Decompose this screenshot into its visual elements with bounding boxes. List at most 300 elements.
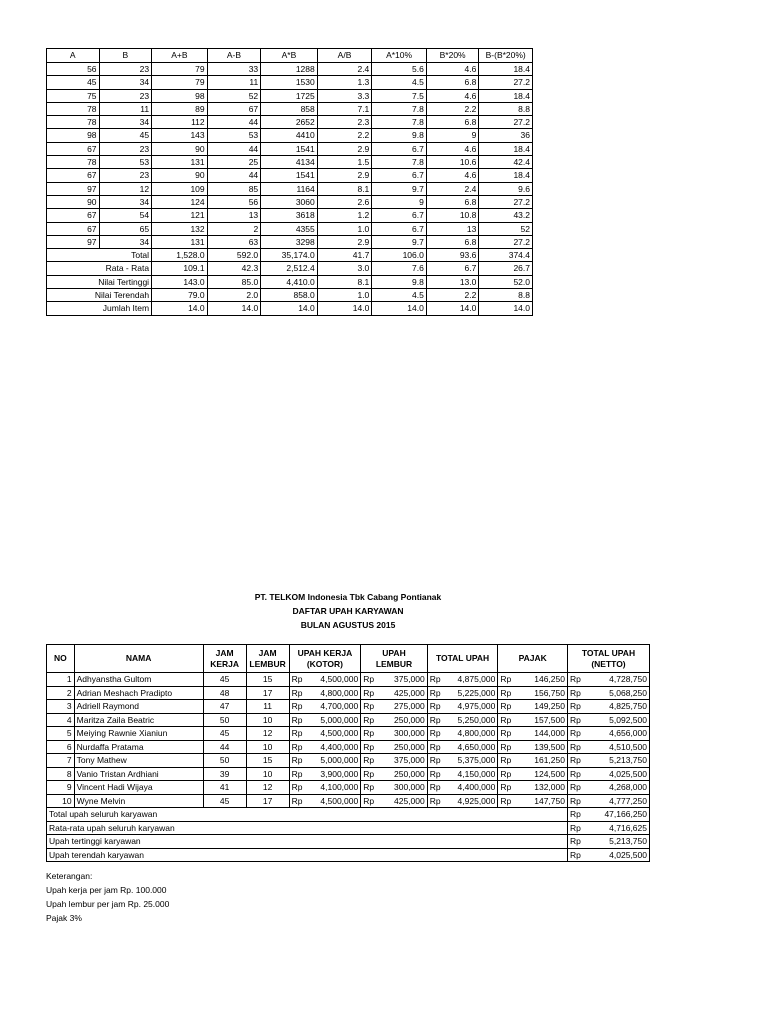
summary-cell: 14.0 bbox=[207, 302, 261, 315]
amount: 5,092,500 bbox=[583, 713, 650, 727]
table-cell: 98 bbox=[152, 89, 208, 102]
amount: 4,500,000 bbox=[304, 727, 360, 741]
jam-kerja: 41 bbox=[203, 781, 246, 795]
table-cell: 27.2 bbox=[479, 195, 533, 208]
jam-lembur: 15 bbox=[246, 754, 289, 768]
currency-symbol: Rp bbox=[567, 727, 582, 741]
amount: 4,500,000 bbox=[304, 673, 360, 687]
amount: 4,510,500 bbox=[583, 740, 650, 754]
table-cell: 3298 bbox=[261, 235, 318, 248]
summary-cell: 14.0 bbox=[479, 302, 533, 315]
currency-symbol: Rp bbox=[498, 794, 513, 808]
summary-cell: 14.0 bbox=[426, 302, 479, 315]
amount: 147,750 bbox=[513, 794, 567, 808]
table-cell: 5.6 bbox=[372, 63, 427, 76]
currency-symbol: Rp bbox=[289, 794, 304, 808]
summary-cell: 7.6 bbox=[372, 262, 427, 275]
table-cell: 23 bbox=[99, 142, 152, 155]
summary-cell: 14.0 bbox=[152, 302, 208, 315]
column-header: A/B bbox=[317, 49, 372, 63]
table-cell: 78 bbox=[47, 156, 100, 169]
amount: 4,150,000 bbox=[443, 767, 498, 781]
row-number: 8 bbox=[47, 767, 75, 781]
summary-label: Rata-rata upah seluruh karyawan bbox=[47, 821, 568, 835]
table-cell: 78 bbox=[47, 116, 100, 129]
jam-kerja: 44 bbox=[203, 740, 246, 754]
column-header: UPAH KERJA (KOTOR) bbox=[289, 645, 361, 673]
currency-symbol: Rp bbox=[361, 700, 376, 714]
table-cell: 44 bbox=[207, 142, 261, 155]
table-cell: 33 bbox=[207, 63, 261, 76]
table-cell: 67 bbox=[207, 102, 261, 115]
amount: 4,100,000 bbox=[304, 781, 360, 795]
summary-cell: 106.0 bbox=[372, 249, 427, 262]
table-cell: 1541 bbox=[261, 169, 318, 182]
amount: 4,700,000 bbox=[304, 700, 360, 714]
table-cell: 45 bbox=[47, 76, 100, 89]
table-cell: 2.9 bbox=[317, 142, 372, 155]
currency-symbol: Rp bbox=[567, 808, 582, 822]
summary-amount: 4,025,500 bbox=[583, 848, 650, 862]
table-cell: 27.2 bbox=[479, 235, 533, 248]
table-cell: 34 bbox=[99, 116, 152, 129]
table-row bbox=[47, 700, 650, 714]
amount: 300,000 bbox=[376, 781, 427, 795]
table-cell: 1530 bbox=[261, 76, 318, 89]
table-cell: 23 bbox=[99, 169, 152, 182]
table-cell: 858 bbox=[261, 102, 318, 115]
amount: 149,250 bbox=[513, 700, 567, 714]
amount: 4,800,000 bbox=[304, 686, 360, 700]
table-cell: 7.8 bbox=[372, 102, 427, 115]
table-cell: 1.2 bbox=[317, 209, 372, 222]
table-cell: 56 bbox=[47, 63, 100, 76]
payroll-table bbox=[46, 644, 650, 862]
jam-lembur: 10 bbox=[246, 767, 289, 781]
summary-row bbox=[47, 302, 533, 315]
table-cell: 52 bbox=[207, 89, 261, 102]
table-cell: 67 bbox=[47, 142, 100, 155]
column-header: JAM KERJA bbox=[203, 645, 246, 673]
summary-cell: 374.4 bbox=[479, 249, 533, 262]
summary-cell: 42.3 bbox=[207, 262, 261, 275]
currency-symbol: Rp bbox=[567, 848, 582, 862]
jam-kerja: 45 bbox=[203, 794, 246, 808]
table-row bbox=[47, 89, 533, 102]
currency-symbol: Rp bbox=[289, 781, 304, 795]
summary-cell: 13.0 bbox=[426, 275, 479, 288]
row-number: 1 bbox=[47, 673, 75, 687]
amount: 156,750 bbox=[513, 686, 567, 700]
jam-lembur: 17 bbox=[246, 686, 289, 700]
table-cell: 18.4 bbox=[479, 89, 533, 102]
currency-symbol: Rp bbox=[427, 727, 442, 741]
currency-symbol: Rp bbox=[427, 700, 442, 714]
table-cell: 1164 bbox=[261, 182, 318, 195]
amount: 375,000 bbox=[376, 673, 427, 687]
table-cell: 18.4 bbox=[479, 142, 533, 155]
table-cell: 97 bbox=[47, 182, 100, 195]
currency-symbol: Rp bbox=[361, 727, 376, 741]
table-cell: 13 bbox=[207, 209, 261, 222]
table-cell: 1.5 bbox=[317, 156, 372, 169]
jam-lembur: 12 bbox=[246, 727, 289, 741]
currency-symbol: Rp bbox=[498, 767, 513, 781]
period-title: BULAN AGUSTUS 2015 bbox=[300, 620, 396, 630]
table-cell: 78 bbox=[47, 102, 100, 115]
column-header: PAJAK bbox=[498, 645, 568, 673]
amount: 5,375,000 bbox=[443, 754, 498, 768]
table-cell: 2.9 bbox=[317, 235, 372, 248]
currency-symbol: Rp bbox=[498, 754, 513, 768]
table-cell: 45 bbox=[99, 129, 152, 142]
table-cell: 132 bbox=[152, 222, 208, 235]
summary-cell: 858.0 bbox=[261, 289, 318, 302]
summary-cell: 592.0 bbox=[207, 249, 261, 262]
summary-row bbox=[47, 808, 650, 822]
table-cell: 53 bbox=[99, 156, 152, 169]
currency-symbol: Rp bbox=[427, 794, 442, 808]
table-cell: 42.4 bbox=[479, 156, 533, 169]
currency-symbol: Rp bbox=[498, 700, 513, 714]
jam-lembur: 15 bbox=[246, 673, 289, 687]
table-cell: 97 bbox=[47, 235, 100, 248]
summary-cell: 9.8 bbox=[372, 275, 427, 288]
table-cell: 4.6 bbox=[426, 63, 479, 76]
currency-symbol: Rp bbox=[289, 700, 304, 714]
table-cell: 52 bbox=[479, 222, 533, 235]
employee-name: Vanio Tristan Ardhiani bbox=[74, 767, 203, 781]
currency-symbol: Rp bbox=[427, 740, 442, 754]
summary-row bbox=[47, 275, 533, 288]
table-cell: 44 bbox=[207, 169, 261, 182]
jam-kerja: 50 bbox=[203, 754, 246, 768]
currency-symbol: Rp bbox=[427, 713, 442, 727]
currency-symbol: Rp bbox=[567, 821, 582, 835]
table-cell: 2.3 bbox=[317, 116, 372, 129]
summary-cell: 4.5 bbox=[372, 289, 427, 302]
table-row bbox=[47, 767, 650, 781]
employee-name: Maritza Zaila Beatric bbox=[74, 713, 203, 727]
table-cell: 25 bbox=[207, 156, 261, 169]
currency-symbol: Rp bbox=[427, 754, 442, 768]
table-cell: 6.8 bbox=[426, 76, 479, 89]
table-cell: 67 bbox=[47, 222, 100, 235]
table-row bbox=[47, 740, 650, 754]
currency-symbol: Rp bbox=[361, 781, 376, 795]
table-cell: 1.3 bbox=[317, 76, 372, 89]
table-cell: 8.8 bbox=[479, 102, 533, 115]
column-header: B bbox=[99, 49, 152, 63]
currency-symbol: Rp bbox=[289, 686, 304, 700]
table-cell: 11 bbox=[207, 76, 261, 89]
summary-cell: 26.7 bbox=[479, 262, 533, 275]
currency-symbol: Rp bbox=[427, 673, 442, 687]
employee-name: Vincent Hadi Wijaya bbox=[74, 781, 203, 795]
column-header: A bbox=[47, 49, 100, 63]
table-cell: 18.4 bbox=[479, 169, 533, 182]
currency-symbol: Rp bbox=[498, 740, 513, 754]
jam-kerja: 45 bbox=[203, 727, 246, 741]
summary-row bbox=[47, 835, 650, 849]
calculation-table bbox=[46, 48, 533, 316]
table-cell: 4134 bbox=[261, 156, 318, 169]
table-row bbox=[47, 727, 650, 741]
table-row bbox=[47, 142, 533, 155]
currency-symbol: Rp bbox=[567, 713, 582, 727]
note-item: Upah lembur per jam Rp. 25.000 bbox=[46, 899, 170, 909]
table-header-row bbox=[47, 49, 533, 63]
employee-name: Nurdaffa Pratama bbox=[74, 740, 203, 754]
table-cell: 36 bbox=[479, 129, 533, 142]
table-cell: 7.8 bbox=[372, 116, 427, 129]
table-cell: 112 bbox=[152, 116, 208, 129]
amount: 4,025,500 bbox=[583, 767, 650, 781]
summary-amount: 5,213,750 bbox=[583, 835, 650, 849]
table-cell: 121 bbox=[152, 209, 208, 222]
currency-symbol: Rp bbox=[289, 727, 304, 741]
summary-cell: 8.1 bbox=[317, 275, 372, 288]
column-header: A*B bbox=[261, 49, 318, 63]
amount: 5,213,750 bbox=[583, 754, 650, 768]
amount: 4,825,750 bbox=[583, 700, 650, 714]
table-cell: 75 bbox=[47, 89, 100, 102]
summary-cell: 93.6 bbox=[426, 249, 479, 262]
table-cell: 6.8 bbox=[426, 195, 479, 208]
table-cell: 9.6 bbox=[479, 182, 533, 195]
summary-label: Nilai Tertinggi bbox=[47, 275, 152, 288]
table-row bbox=[47, 129, 533, 142]
summary-row bbox=[47, 262, 533, 275]
summary-amount: 47,166,250 bbox=[583, 808, 650, 822]
notes bbox=[46, 869, 169, 925]
summary-cell: 85.0 bbox=[207, 275, 261, 288]
table-cell: 6.7 bbox=[372, 209, 427, 222]
table-cell: 7.5 bbox=[372, 89, 427, 102]
employee-name: Adhyanstha Gultom bbox=[74, 673, 203, 687]
table-cell: 10.8 bbox=[426, 209, 479, 222]
table-cell: 34 bbox=[99, 195, 152, 208]
currency-symbol: Rp bbox=[498, 727, 513, 741]
summary-amount: 4,716,625 bbox=[583, 821, 650, 835]
table-row bbox=[47, 686, 650, 700]
currency-symbol: Rp bbox=[567, 740, 582, 754]
amount: 124,500 bbox=[513, 767, 567, 781]
table-cell: 54 bbox=[99, 209, 152, 222]
summary-row bbox=[47, 821, 650, 835]
notes-title: Keterangan: bbox=[46, 871, 93, 881]
table-cell: 18.4 bbox=[479, 63, 533, 76]
amount: 425,000 bbox=[376, 686, 427, 700]
table-cell: 6.7 bbox=[372, 169, 427, 182]
amount: 375,000 bbox=[376, 754, 427, 768]
table-cell: 27.2 bbox=[479, 116, 533, 129]
jam-kerja: 50 bbox=[203, 713, 246, 727]
currency-symbol: Rp bbox=[427, 686, 442, 700]
table-cell: 89 bbox=[152, 102, 208, 115]
table-cell: 2652 bbox=[261, 116, 318, 129]
jam-kerja: 47 bbox=[203, 700, 246, 714]
column-header: TOTAL UPAH bbox=[427, 645, 498, 673]
table-cell: 7.1 bbox=[317, 102, 372, 115]
summary-row bbox=[47, 249, 533, 262]
table-cell: 67 bbox=[47, 169, 100, 182]
table-row bbox=[47, 235, 533, 248]
summary-label: Nilai Terendah bbox=[47, 289, 152, 302]
summary-row bbox=[47, 289, 533, 302]
table-cell: 2.4 bbox=[317, 63, 372, 76]
amount: 4,800,000 bbox=[443, 727, 498, 741]
summary-cell: 52.0 bbox=[479, 275, 533, 288]
table-cell: 6.7 bbox=[372, 142, 427, 155]
summary-cell: 143.0 bbox=[152, 275, 208, 288]
amount: 5,000,000 bbox=[304, 713, 360, 727]
table-cell: 12 bbox=[99, 182, 152, 195]
table-cell: 2.4 bbox=[426, 182, 479, 195]
table-cell: 9.7 bbox=[372, 182, 427, 195]
currency-symbol: Rp bbox=[567, 794, 582, 808]
row-number: 5 bbox=[47, 727, 75, 741]
amount: 250,000 bbox=[376, 713, 427, 727]
table-cell: 131 bbox=[152, 156, 208, 169]
summary-cell: 14.0 bbox=[372, 302, 427, 315]
row-number: 7 bbox=[47, 754, 75, 768]
table-cell: 90 bbox=[152, 142, 208, 155]
table-row bbox=[47, 713, 650, 727]
table-cell: 143 bbox=[152, 129, 208, 142]
column-header: B-(B*20%) bbox=[479, 49, 533, 63]
table-cell: 4410 bbox=[261, 129, 318, 142]
summary-cell: 14.0 bbox=[317, 302, 372, 315]
summary-label: Total upah seluruh karyawan bbox=[47, 808, 568, 822]
row-number: 3 bbox=[47, 700, 75, 714]
jam-lembur: 12 bbox=[246, 781, 289, 795]
table-cell: 2.2 bbox=[317, 129, 372, 142]
summary-cell: 35,174.0 bbox=[261, 249, 318, 262]
amount: 4,268,000 bbox=[583, 781, 650, 795]
table-cell: 6.8 bbox=[426, 235, 479, 248]
currency-symbol: Rp bbox=[361, 740, 376, 754]
table-cell: 1288 bbox=[261, 63, 318, 76]
table-cell: 3.3 bbox=[317, 89, 372, 102]
summary-label: Upah tertinggi karyawan bbox=[47, 835, 568, 849]
amount: 4,875,000 bbox=[443, 673, 498, 687]
currency-symbol: Rp bbox=[361, 754, 376, 768]
list-title: DAFTAR UPAH KARYAWAN bbox=[292, 606, 404, 616]
table-cell: 65 bbox=[99, 222, 152, 235]
amount: 5,250,000 bbox=[443, 713, 498, 727]
summary-cell: 109.1 bbox=[152, 262, 208, 275]
table-cell: 124 bbox=[152, 195, 208, 208]
table-cell: 4.6 bbox=[426, 142, 479, 155]
table-cell: 7.8 bbox=[372, 156, 427, 169]
currency-symbol: Rp bbox=[289, 673, 304, 687]
row-number: 4 bbox=[47, 713, 75, 727]
column-header: NAMA bbox=[74, 645, 203, 673]
row-number: 2 bbox=[47, 686, 75, 700]
currency-symbol: Rp bbox=[361, 767, 376, 781]
jam-kerja: 48 bbox=[203, 686, 246, 700]
table-cell: 34 bbox=[99, 76, 152, 89]
currency-symbol: Rp bbox=[567, 835, 582, 849]
summary-cell: 2.2 bbox=[426, 289, 479, 302]
summary-cell: 3.0 bbox=[317, 262, 372, 275]
currency-symbol: Rp bbox=[289, 754, 304, 768]
note-item: Pajak 3% bbox=[46, 913, 82, 923]
table-cell: 3060 bbox=[261, 195, 318, 208]
column-header: UPAH LEMBUR bbox=[361, 645, 428, 673]
currency-symbol: Rp bbox=[498, 781, 513, 795]
table-cell: 79 bbox=[152, 76, 208, 89]
amount: 5,225,000 bbox=[443, 686, 498, 700]
amount: 161,250 bbox=[513, 754, 567, 768]
summary-label: Jumlah Item bbox=[47, 302, 152, 315]
currency-symbol: Rp bbox=[498, 686, 513, 700]
amount: 250,000 bbox=[376, 767, 427, 781]
table-cell: 131 bbox=[152, 235, 208, 248]
table-cell: 4.6 bbox=[426, 89, 479, 102]
currency-symbol: Rp bbox=[427, 767, 442, 781]
table-cell: 2.6 bbox=[317, 195, 372, 208]
amount: 3,900,000 bbox=[304, 767, 360, 781]
amount: 4,400,000 bbox=[304, 740, 360, 754]
amount: 4,975,000 bbox=[443, 700, 498, 714]
table-cell: 63 bbox=[207, 235, 261, 248]
summary-cell: 79.0 bbox=[152, 289, 208, 302]
table-cell: 23 bbox=[99, 89, 152, 102]
table-row bbox=[47, 76, 533, 89]
summary-cell: 6.7 bbox=[426, 262, 479, 275]
jam-lembur: 10 bbox=[246, 713, 289, 727]
currency-symbol: Rp bbox=[427, 781, 442, 795]
jam-lembur: 11 bbox=[246, 700, 289, 714]
column-header: JAM LEMBUR bbox=[246, 645, 289, 673]
table-cell: 1.0 bbox=[317, 222, 372, 235]
column-header: B*20% bbox=[426, 49, 479, 63]
employee-name: Adrian Meshach Pradipto bbox=[74, 686, 203, 700]
employee-name: Wyne Melvin bbox=[74, 794, 203, 808]
table-cell: 4.5 bbox=[372, 76, 427, 89]
table-cell: 1541 bbox=[261, 142, 318, 155]
currency-symbol: Rp bbox=[289, 767, 304, 781]
table-cell: 9 bbox=[372, 195, 427, 208]
employee-name: Meiying Rawnie Xianiun bbox=[74, 727, 203, 741]
summary-cell: 1,528.0 bbox=[152, 249, 208, 262]
currency-symbol: Rp bbox=[567, 781, 582, 795]
column-header: A-B bbox=[207, 49, 261, 63]
company-title: PT. TELKOM Indonesia Tbk Cabang Pontianak bbox=[254, 592, 442, 602]
table-cell: 8.1 bbox=[317, 182, 372, 195]
amount: 250,000 bbox=[376, 740, 427, 754]
amount: 4,650,000 bbox=[443, 740, 498, 754]
amount: 157,500 bbox=[513, 713, 567, 727]
amount: 146,250 bbox=[513, 673, 567, 687]
amount: 4,400,000 bbox=[443, 781, 498, 795]
table-cell: 6.7 bbox=[372, 222, 427, 235]
table-cell: 11 bbox=[99, 102, 152, 115]
currency-symbol: Rp bbox=[498, 713, 513, 727]
table-row bbox=[47, 169, 533, 182]
summary-label: Total bbox=[47, 249, 152, 262]
table-cell: 4355 bbox=[261, 222, 318, 235]
table-cell: 2.2 bbox=[426, 102, 479, 115]
table-cell: 79 bbox=[152, 63, 208, 76]
summary-cell: 14.0 bbox=[261, 302, 318, 315]
table-cell: 67 bbox=[47, 209, 100, 222]
currency-symbol: Rp bbox=[361, 686, 376, 700]
summary-cell: 2,512.4 bbox=[261, 262, 318, 275]
table-row bbox=[47, 222, 533, 235]
